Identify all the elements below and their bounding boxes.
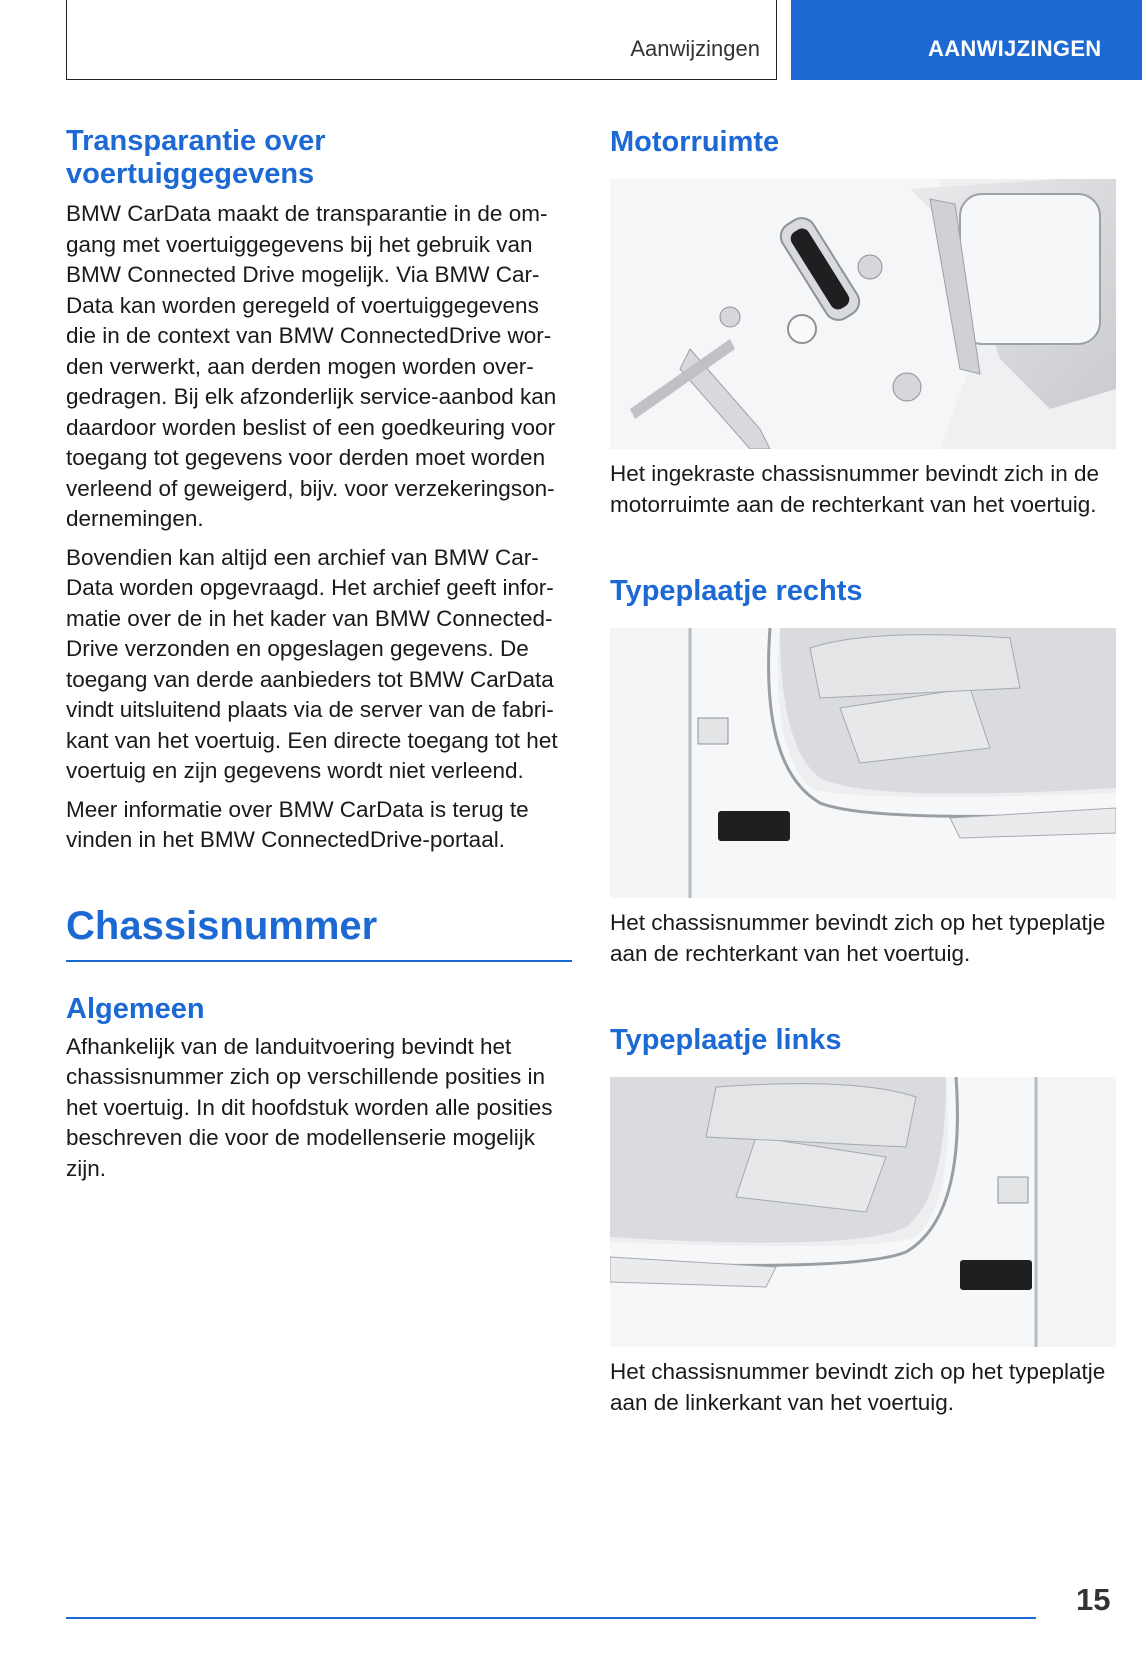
chapter-title: Chassisnummer [66, 902, 572, 962]
chapter-tab[interactable] [791, 0, 1142, 80]
general-paragraph: Afhankelijk van de landuitvoering bevindt het chassisnummer zich op verschillende posities in het voertuig. In dit hoofdstuk worden alle posities beschreven die voor de modellenserie mogelijk zijn. [66, 1033, 553, 1181]
transparency-paragraph-2: Bovendien kan altijd een archief van BMW CarData worden opgevraagd. Het archief geeft informatie over de in het kader van BMW ConnectedDrive verzonden en opgeslagen gegevens. De toegang van derde aanbieders tot BMW CarData vindt uitsluitend plaats via de server van de fabrikant van het voertuig. Een directe toegang tot het voertuig en zijn gegevens wordt niet verleend. [66, 544, 558, 783]
engine-bay-caption: Het ingekraste chassisnummer bevindt zich in de motorruimte aan de rechterkant van het voertuig. [610, 461, 1099, 517]
transparency-paragraph-1: BMW CarData maakt de transparantie in de omgang met voertuiggegevens bij het gebruik van BMW Connected Drive mogelijk. Via BMW CarData kan worden geregeld of voertuiggegevens die in de context van BMW ConnectedDrive worden verwerkt, aan derden mogen worden overgedragen. Bij elk afzonderlijk service-aanbod kan daardoor worden beslist of een goedkeuring voor toegang tot gegevens voor derden moet worden verleend of geweigerd, bijv. voor verzekeringsondernemingen. [66, 201, 557, 531]
page-number: 15 [1076, 1582, 1111, 1617]
transparency-heading: Transparantie over voertuiggegevens [66, 125, 326, 190]
header-box [66, 0, 777, 80]
transparency-paragraph-3: Meer informatie over BMW CarData is terug te vinden in het BMW ConnectedDrive-portaal. [66, 796, 529, 852]
plate-left-caption: Het chassisnummer bevindt zich op het typeplatje aan de linkerkant van het voertuig. [610, 1359, 1106, 1415]
engine-bay-illustration [610, 179, 1116, 449]
plate-left-heading: Typeplaatje links [610, 1024, 842, 1056]
plate-left-illustration [610, 1077, 1116, 1347]
right-column [610, 125, 1116, 1418]
footer-rule [66, 1617, 1036, 1619]
plate-right-caption: Het chassisnummer bevindt zich op het typeplatje aan de rechterkant van het voertuig. [610, 910, 1106, 966]
plate-right-heading: Typeplaatje rechts [610, 575, 863, 607]
chapter-tab-label: AANWIJZINGEN [928, 36, 1102, 61]
engine-bay-heading: Motorruimte [610, 126, 780, 158]
left-column [66, 125, 572, 1184]
plate-right-illustration [610, 628, 1116, 898]
section-breadcrumb[interactable]: Aanwijzingen [630, 36, 760, 61]
general-heading: Algemeen [66, 992, 205, 1025]
